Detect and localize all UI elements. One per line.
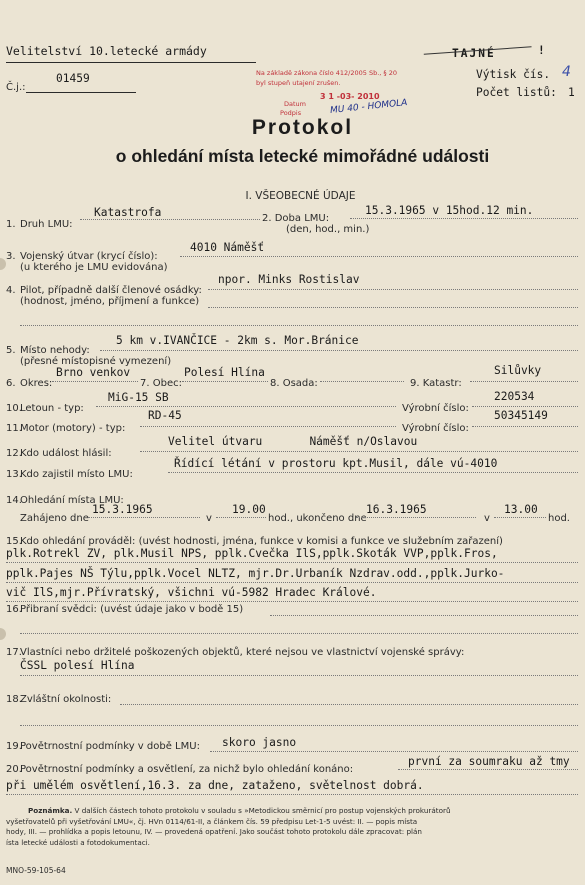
f3-value: 4010 Náměšť <box>190 241 265 254</box>
f3-number: 3. <box>6 251 16 262</box>
note-line-1 <box>6 806 576 817</box>
unit-name: Velitelství 10.letecké armády <box>6 44 207 58</box>
stamp-date: 3 1 -03- 2010 <box>320 92 380 101</box>
f18-number: 18. <box>6 694 22 705</box>
f18-line-a <box>120 704 578 705</box>
f10-serial-line <box>472 406 578 407</box>
f11-value: RD-45 <box>148 409 182 422</box>
f20-number: 20. <box>6 764 22 775</box>
secret-label: TAJNÉ <box>452 47 496 60</box>
f2-sub: (den, hod., min.) <box>286 224 370 235</box>
f5-label: Místo nehody: <box>20 345 90 356</box>
note-line-3: hody, III. — prohlídka a popis letounu, IV. — provedená opatření. Jako součást tohoto protokolu dále zpracovat: plán <box>6 827 422 836</box>
copy-value: 4 <box>562 64 571 80</box>
f13-value: Řídící létání v prostoru kpt.Musil, dále vú-4010 <box>174 457 498 470</box>
note-line-2: vyšetřovatelů při vyšetřování LMU«, čj. HVn 0114/61-II, a článkem čís. 59 předpisu Let-1-5 uvést: II. — popis místa <box>6 816 418 826</box>
secret-strike <box>424 46 533 65</box>
f20-label: Povětrnostní podmínky a osvětlení, za nichž bylo ohledání konáno: <box>20 764 354 775</box>
f17-line <box>20 675 578 676</box>
f16-line-a <box>270 615 578 616</box>
f14-hod2-label: hod. <box>548 513 570 524</box>
f9-line <box>470 381 578 382</box>
section-heading: I. VŠEOBECNÉ ÚDAJE <box>245 190 356 202</box>
pages-value: 1 <box>568 86 575 99</box>
f14-number: 14. <box>6 495 22 506</box>
stamp-line-2: byl stupeň utajení zrušen. <box>256 79 341 87</box>
f20-value-2: při umělém osvětlení,16.3. za dne, zataženo, světelnost dobrá. <box>6 779 424 792</box>
f15-rule-3 <box>6 601 578 602</box>
f4-sub: (hodnost, jméno, příjmení a funkce) <box>20 296 200 307</box>
f15-rule-1 <box>6 562 578 563</box>
f15-rule-2 <box>6 582 578 583</box>
f11-serial: 50345149 <box>494 409 548 422</box>
f9-value: Silůvky <box>494 364 542 377</box>
note-line-4: ísta letecké události a fotodokumentaci. <box>6 837 150 847</box>
f14-end-date-line <box>356 517 476 518</box>
f11-number: 11. <box>6 423 22 434</box>
f8-label: 8. Osada: <box>270 378 318 389</box>
copy-label: Výtisk čís. <box>476 68 551 81</box>
f5-line <box>100 350 578 351</box>
f3-label: Vojenský útvar (krycí číslo): <box>20 251 158 262</box>
f17-number: 17. <box>6 647 22 658</box>
f20-value-1: první za soumraku až tmy <box>408 755 570 768</box>
f4-line-c <box>20 325 578 326</box>
f11-serial-label: Výrobní číslo: <box>402 423 469 434</box>
f5-sub: (přesné místopisné vymezení) <box>20 356 172 367</box>
f14-start-date: 15.3.1965 <box>92 503 153 516</box>
f15-line-2: pplk.Pajes NŠ Týlu,pplk.Vocel NLTZ, mjr.Dr.Urbaník Nzdrav.odd.,pplk.Jurko- <box>6 567 505 580</box>
punch-hole-bottom <box>0 628 6 640</box>
f11-serial-line <box>472 426 578 427</box>
cj-value: 01459 <box>56 72 90 85</box>
f14-end-hour: 13.00 <box>504 503 538 516</box>
f15-line-3: vič IlS,mjr.Přívratský, všichni vú-5982 Hradec Králové. <box>6 586 377 599</box>
f14-v: v <box>206 513 212 524</box>
form-code: MNO-59-105-64 <box>6 866 66 875</box>
cj-label: Č.j.: <box>6 82 26 93</box>
f13-number: 13. <box>6 469 22 480</box>
f1-value: Katastrofa <box>94 206 162 219</box>
f14-end-date: 16.3.1965 <box>366 503 427 516</box>
f2-value: 15.3.1965 v 15hod.12 min. <box>365 204 534 217</box>
f14-started-label: Zahájeno dne <box>20 513 89 524</box>
f10-serial: 220534 <box>494 390 535 403</box>
f10-value: MiG-15 SB <box>108 391 169 404</box>
secret-mark: ! <box>538 44 545 57</box>
f1-label: Druh LMU: <box>20 219 73 230</box>
f18-label: Zvláštní okolnosti: <box>20 694 112 705</box>
f7-label: 7. Obec: <box>140 378 182 389</box>
stamp-line-1: Na základě zákona číslo 412/2005 Sb., § 20 <box>256 69 397 77</box>
f4-label: Pilot, případně další členové osádky: <box>20 285 202 296</box>
f8-line <box>320 381 404 382</box>
title-protokol: Protokol <box>251 116 354 139</box>
unit-underline <box>6 62 256 63</box>
f10-number: 10. <box>6 403 22 414</box>
f1-number: 1. <box>6 219 16 230</box>
f12-label: Kdo událost hlásil: <box>20 448 112 459</box>
pages-label: Počet listů: <box>476 86 557 99</box>
f19-label: Povětrnostní podmínky v době LMU: <box>20 741 200 752</box>
f17-label: Vlastníci nebo držitelé poškozených objektů, které nejsou ve vlastnictví vojenské správy: <box>20 647 465 658</box>
f6-value: Brno venkov <box>56 366 131 379</box>
title-subtitle: o ohledání místa letecké mimořádné události <box>115 146 490 166</box>
f6-line <box>52 381 138 382</box>
f10-label: Letoun - typ: <box>20 403 84 414</box>
f19-line <box>210 751 578 752</box>
f17-value: ČSSL polesí Hlína <box>20 659 135 672</box>
f4-value: npor. Minks Rostislav <box>218 273 360 286</box>
footnote <box>6 806 576 848</box>
f15-number: 15. <box>6 536 22 547</box>
stamp-podpis-label: Podpis <box>280 109 302 117</box>
f13-line <box>168 472 578 473</box>
f12-line <box>140 451 578 452</box>
f20-line-b <box>6 794 578 795</box>
f5-number: 5. <box>6 345 16 356</box>
stamp-datum-label: Datum <box>284 100 306 108</box>
f11-line <box>140 426 396 427</box>
f9-label: 9. Katastr: <box>410 378 462 389</box>
f16-label: Přibraní svědci: (uvést údaje jako v bodě 15) <box>20 604 244 615</box>
f3-line <box>180 256 578 257</box>
f2-line <box>350 218 578 219</box>
f14-end-hour-line <box>494 517 546 518</box>
f10-serial-label: Výrobní číslo: <box>402 403 469 414</box>
f5-value: 5 km v.IVANČICE - 2km s. Mor.Bránice <box>116 334 359 347</box>
f11-label: Motor (motory) - typ: <box>20 423 126 434</box>
f14-start-date-line <box>88 517 200 518</box>
f1-line <box>80 219 260 220</box>
f4-number: 4. <box>6 285 16 296</box>
f16-number: 16. <box>6 604 22 615</box>
f7-line <box>182 381 268 382</box>
f18-line-b <box>20 725 578 726</box>
f15-label: Kdo ohledání prováděl: (uvést hodnosti, jména, funkce v komisi a funkce ve služebním zařazení) <box>20 536 503 547</box>
f4-line-b <box>208 307 578 308</box>
f16-line-b <box>20 633 578 634</box>
f14-hod-label: hod., ukončeno dne <box>268 513 367 524</box>
f10-line <box>96 406 396 407</box>
f14-start-hour: 19.00 <box>232 503 266 516</box>
note-label: Poznámka. <box>28 806 73 815</box>
f2-label: 2. Doba LMU: <box>262 213 330 224</box>
f6-number: 6. <box>6 378 16 389</box>
f19-value: skoro jasno <box>222 736 297 749</box>
f14-v2: v <box>484 513 490 524</box>
f19-number: 19. <box>6 741 22 752</box>
f7-value: Polesí Hlína <box>184 366 265 379</box>
f14-label: Ohledání místa LMU: <box>20 495 124 506</box>
f14-start-hour-line <box>216 517 266 518</box>
f13-label: Kdo zajistil místo LMU: <box>20 469 133 480</box>
f12-value: Velitel útvaru Náměšť n/Oslavou <box>168 435 418 448</box>
f6-label: Okres: <box>20 378 53 389</box>
stamp-handwritten-signature: MU 40 - HOMOLA <box>329 97 408 117</box>
f15-line-1: plk.Rotrekl ZV, plk.Musil NPS, pplk.Cvečka IlS,pplk.Skoták VVP,pplk.Fros, <box>6 547 498 560</box>
f4-line-a <box>208 289 578 290</box>
cj-underline <box>26 92 136 93</box>
f12-number: 12. <box>6 448 22 459</box>
f3-sub: (u kterého je LMU evidována) <box>20 262 168 273</box>
note-text-1: V dalších částech tohoto protokolu v souladu s »Metodickou směrnicí pro postup vojenských prokurátorů <box>74 806 451 815</box>
f20-line-a <box>398 769 578 770</box>
